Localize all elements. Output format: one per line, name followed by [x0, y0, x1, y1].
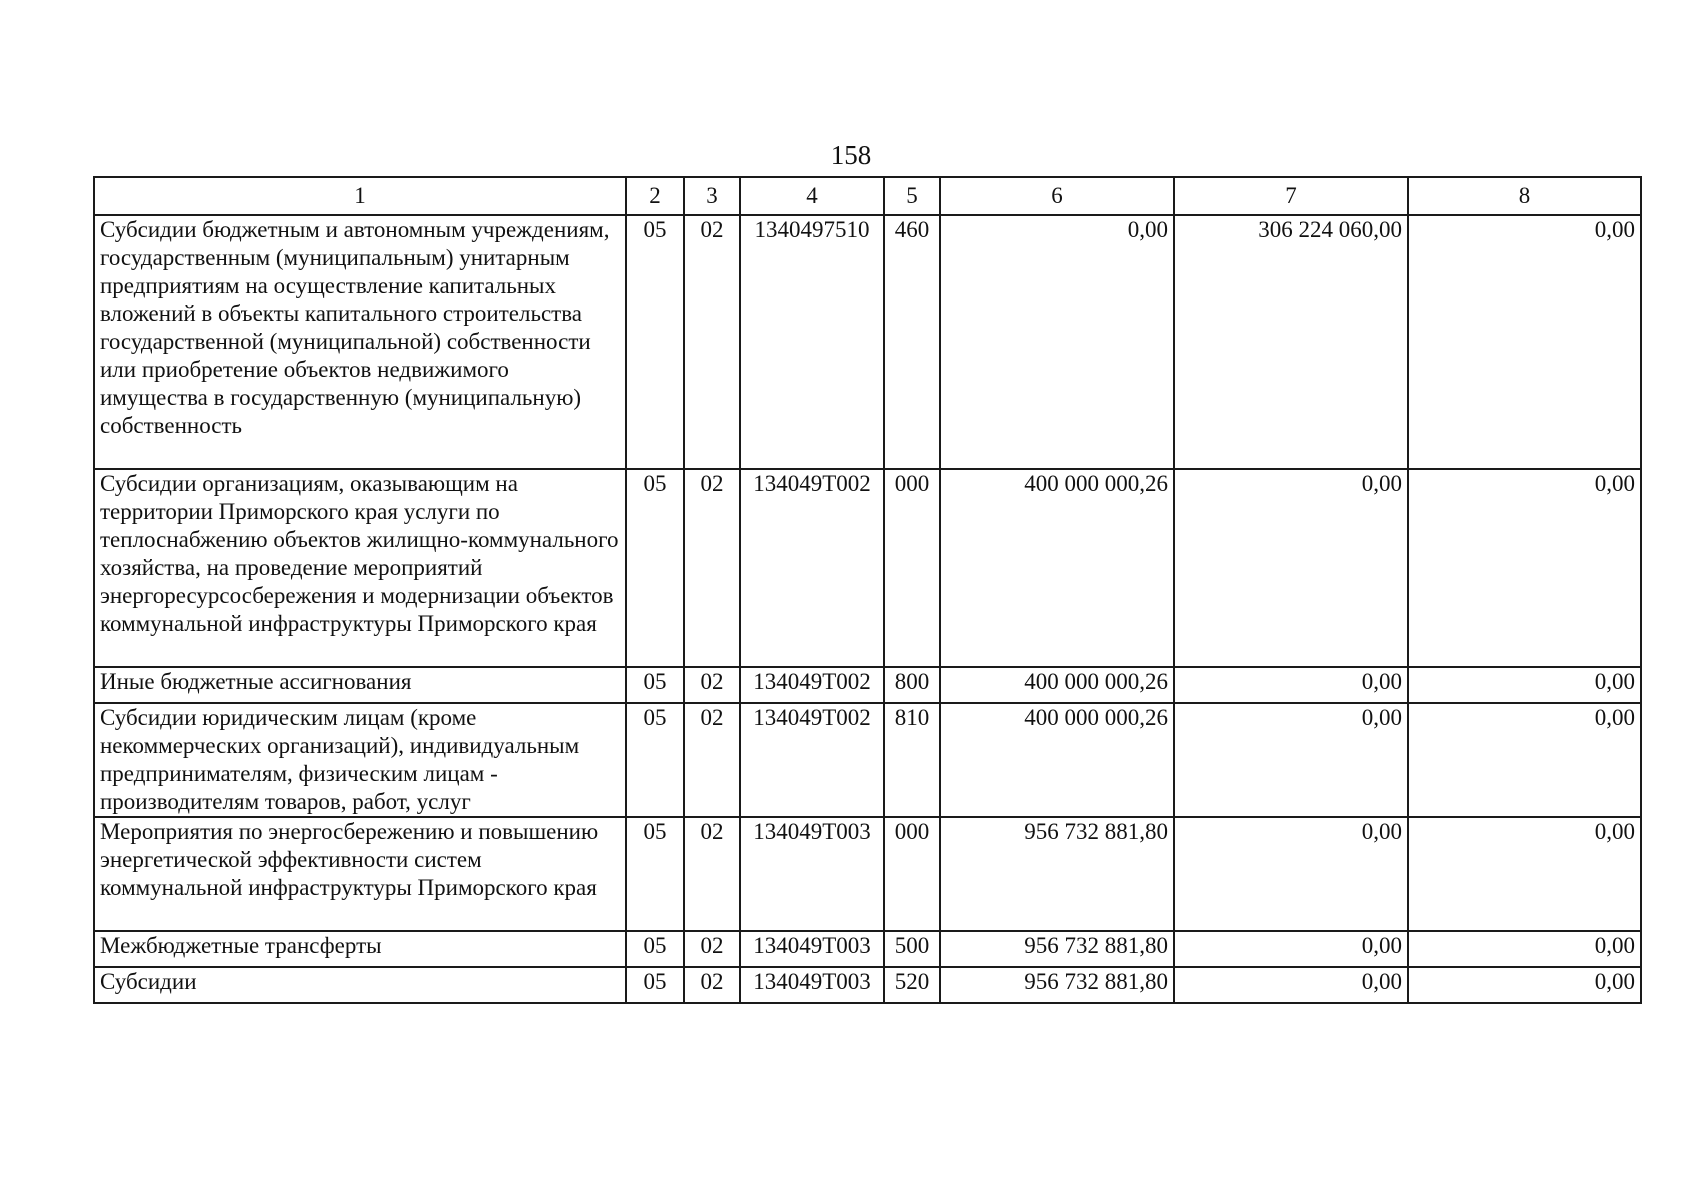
row-amount-col7: 0,00: [1174, 667, 1408, 703]
row-subsection-code: 02: [684, 931, 740, 967]
row-section-code: 05: [626, 931, 684, 967]
table-row: [94, 469, 1641, 667]
header-row: [94, 177, 1641, 215]
row-section-code: 05: [626, 703, 684, 817]
row-name: Субсидии юридическим лицам (кроме некоммерческих организаций), индивидуальным предпринимателям, физическим лицам - производителям товаров, работ, услуг: [94, 703, 626, 817]
row-amount-col8: 0,00: [1408, 667, 1641, 703]
row-amount-col8: 0,00: [1408, 931, 1641, 967]
table-row: [94, 215, 1641, 469]
row-target-code: 1340497510: [740, 215, 884, 469]
row-amount-col6: 400 000 000,26: [940, 703, 1174, 817]
row-amount-col7: 0,00: [1174, 703, 1408, 817]
row-section-code: 05: [626, 967, 684, 1003]
row-subsection-code: 02: [684, 215, 740, 469]
row-target-code: 134049Т003: [740, 817, 884, 931]
table-row: [94, 967, 1641, 1003]
row-amount-col8: 0,00: [1408, 703, 1641, 817]
row-expense-type-code: 520: [884, 967, 940, 1003]
row-section-code: 05: [626, 469, 684, 667]
row-expense-type-code: 500: [884, 931, 940, 967]
row-amount-col6: 956 732 881,80: [940, 817, 1174, 931]
row-section-code: 05: [626, 667, 684, 703]
row-target-code: 134049Т002: [740, 667, 884, 703]
row-subsection-code: 02: [684, 667, 740, 703]
row-amount-col7: 306 224 060,00: [1174, 215, 1408, 469]
row-name: Субсидии: [94, 967, 626, 1003]
column-header-5: 5: [884, 177, 940, 215]
page-number: 158: [830, 140, 872, 170]
column-header-7: 7: [1174, 177, 1408, 215]
row-name: Мероприятия по энергосбережению и повышению энергетической эффективности систем коммунальной инфраструктуры Приморского края: [94, 817, 626, 931]
row-name: Иные бюджетные ассигнования: [94, 667, 626, 703]
row-subsection-code: 02: [684, 703, 740, 817]
row-name: Субсидии бюджетным и автономным учреждениям, государственным (муниципальным) унитарным предприятиям на осуществление капитальных вложений в объекты капитального строительства государственной (муниципальной) собственности или приобретение объектов недвижимого имущества в государственную (муниципальную) собственность: [94, 215, 626, 469]
row-amount-col8: 0,00: [1408, 469, 1641, 667]
column-header-6: 6: [940, 177, 1174, 215]
row-amount-col6: 956 732 881,80: [940, 967, 1174, 1003]
row-amount-col8: 0,00: [1408, 967, 1641, 1003]
row-name: Субсидии организациям, оказывающим на территории Приморского края услуги по теплоснабжению объектов жилищно-коммунального хозяйства, на проведение мероприятий энергоресурсосбережения и модернизации объектов коммунальной инфраструктуры Приморского края: [94, 469, 626, 667]
row-target-code: 134049Т003: [740, 931, 884, 967]
row-section-code: 05: [626, 215, 684, 469]
table-row: [94, 703, 1641, 817]
row-subsection-code: 02: [684, 817, 740, 931]
row-amount-col7: 0,00: [1174, 931, 1408, 967]
column-header-2: 2: [626, 177, 684, 215]
row-amount-col7: 0,00: [1174, 967, 1408, 1003]
row-name: Межбюджетные трансферты: [94, 931, 626, 967]
row-section-code: 05: [626, 817, 684, 931]
table-row: [94, 931, 1641, 967]
row-amount-col6: 0,00: [940, 215, 1174, 469]
row-amount-col6: 400 000 000,26: [940, 469, 1174, 667]
row-amount-col8: 0,00: [1408, 215, 1641, 469]
row-expense-type-code: 000: [884, 817, 940, 931]
row-amount-col8: 0,00: [1408, 817, 1641, 931]
row-target-code: 134049Т002: [740, 703, 884, 817]
column-header-4: 4: [740, 177, 884, 215]
table-row: [94, 817, 1641, 931]
row-subsection-code: 02: [684, 967, 740, 1003]
row-expense-type-code: 000: [884, 469, 940, 667]
column-header-1: 1: [94, 177, 626, 215]
row-expense-type-code: 800: [884, 667, 940, 703]
column-header-8: 8: [1408, 177, 1641, 215]
row-subsection-code: 02: [684, 469, 740, 667]
table-row: [94, 667, 1641, 703]
budget-table: [93, 176, 1642, 1004]
row-amount-col6: 956 732 881,80: [940, 931, 1174, 967]
column-header-3: 3: [684, 177, 740, 215]
row-amount-col7: 0,00: [1174, 817, 1408, 931]
row-target-code: 134049Т002: [740, 469, 884, 667]
row-amount-col7: 0,00: [1174, 469, 1408, 667]
row-expense-type-code: 460: [884, 215, 940, 469]
row-expense-type-code: 810: [884, 703, 940, 817]
row-amount-col6: 400 000 000,26: [940, 667, 1174, 703]
row-target-code: 134049Т003: [740, 967, 884, 1003]
